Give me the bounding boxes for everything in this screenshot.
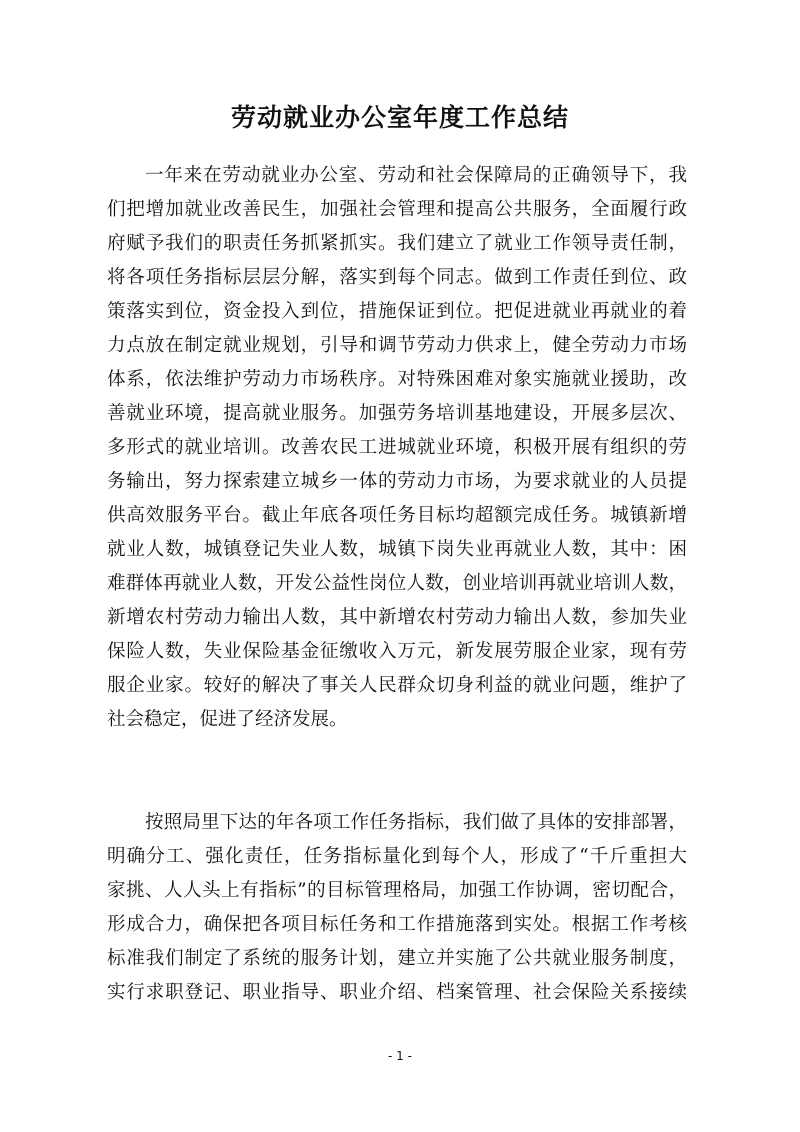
text-line: 明确分工、强化责任，任务指标量化到每个人，形成了“千斤重担大 — [107, 846, 687, 867]
paragraph-1 — [107, 159, 687, 737]
text-line: 善就业环境，提高就业服务。加强劳务培训基地建设，开展多层次、 — [107, 403, 687, 424]
paragraph-2 — [107, 806, 687, 1010]
text-line: 标准我们制定了系统的服务计划，建立并实施了公共就业服务制度， — [107, 948, 687, 969]
page-number: - 1 - — [388, 1049, 412, 1063]
text-line: 保险人数，失业保险基金征缴收入万元，新发展劳服企业家，现有劳 — [107, 641, 687, 662]
text-line: 形成合力，确保把各项目标任务和工作措施落到实处。根据工作考核 — [107, 914, 687, 935]
text-line: 务输出，努力探索建立城乡一体的劳动力市场，为要求就业的人员提 — [107, 471, 687, 492]
text-line: 力点放在制定就业规划，引导和调节劳动力供求上，健全劳动力市场 — [107, 335, 687, 356]
document-title: 劳动就业办公室年度工作总结 — [230, 103, 569, 132]
text-line: 新增农村劳动力输出人数，其中新增农村劳动力输出人数，参加失业 — [107, 607, 687, 628]
text-line: 按照局里下达的年各项工作任务指标，我们做了具体的安排部署， — [145, 812, 687, 833]
text-line: 服企业家。较好的解决了事关人民群众切身利益的就业问题，维护了 — [107, 675, 687, 696]
text-line: 们把增加就业改善民生，加强社会管理和提高公共服务，全面履行政 — [107, 199, 687, 220]
text-line: 就业人数，城镇登记失业人数，城镇下岗失业再就业人数，其中：困 — [107, 539, 687, 560]
text-line: 府赋予我们的职责任务抓紧抓实。我们建立了就业工作领导责任制， — [107, 233, 687, 254]
text-line: 多形式的就业培训。改善农民工进城就业环境，积极开展有组织的劳 — [107, 437, 687, 458]
text-line: 一年来在劳动就业办公室、劳动和社会保障局的正确领导下，我 — [145, 165, 687, 186]
text-line: 策落实到位，资金投入到位，措施保证到位。把促进就业再就业的着 — [107, 301, 687, 322]
text-line: 难群体再就业人数，开发公益性岗位人数，创业培训再就业培训人数， — [107, 573, 687, 594]
text-line: 家挑、人人头上有指标”的目标管理格局，加强工作协调，密切配合， — [107, 880, 687, 901]
text-line: 体系，依法维护劳动力市场秩序。对特殊困难对象实施就业援助，改 — [107, 369, 687, 390]
text-line: 供高效服务平台。截止年底各项任务目标均超额完成任务。城镇新增 — [107, 505, 687, 526]
text-line: 将各项任务指标层层分解，落实到每个同志。做到工作责任到位、政 — [107, 267, 687, 288]
text-line: 社会稳定，促进了经济发展。 — [107, 709, 348, 730]
text-line: 实行求职登记、职业指导、职业介绍、档案管理、社会保险关系接续 — [107, 982, 687, 1003]
